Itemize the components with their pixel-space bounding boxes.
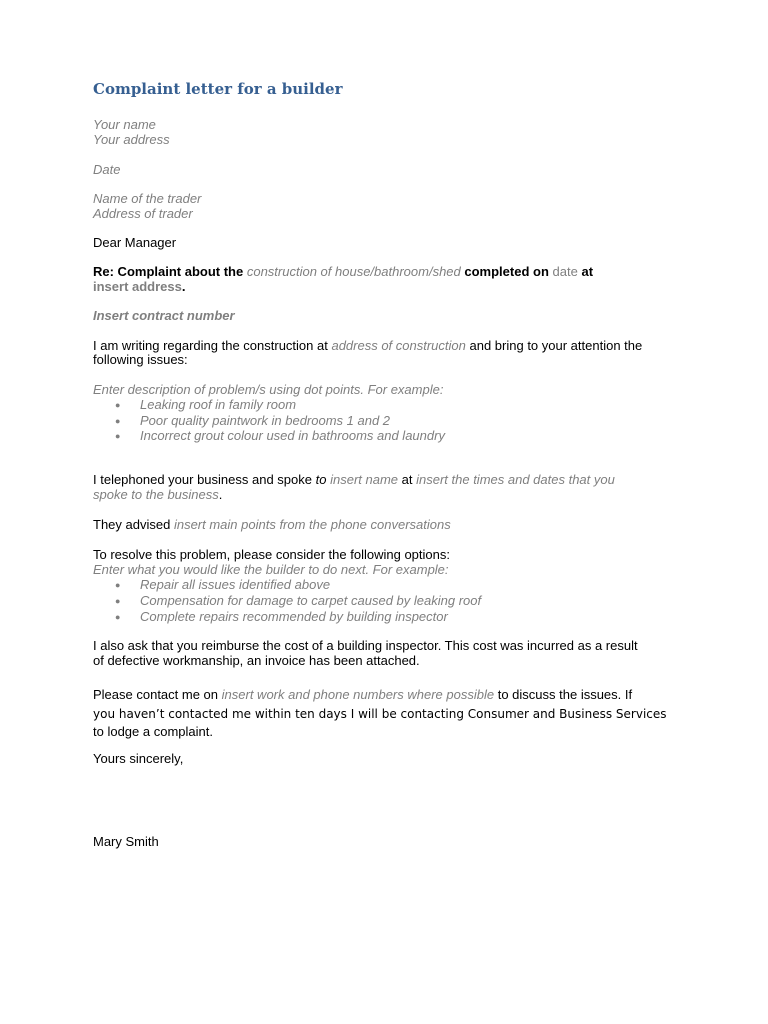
re-construction-placeholder: construction of house/bathroom/shed bbox=[246, 264, 461, 279]
times-dates-placeholder-cont: spoke to the business bbox=[93, 487, 219, 502]
bullet-icon: ● bbox=[115, 416, 121, 426]
contact-para-line-1 bbox=[93, 687, 632, 703]
bullet-icon: ● bbox=[115, 580, 121, 590]
contact-para-line-3: to lodge a complaint. bbox=[93, 724, 213, 739]
contact-name-placeholder: insert name bbox=[330, 472, 399, 487]
times-dates-placeholder: insert the times and dates that you bbox=[416, 472, 615, 487]
issue-item-text: Incorrect grout colour used in bathrooms and laundry bbox=[140, 428, 445, 443]
list-item bbox=[93, 413, 693, 429]
re-date-placeholder: date bbox=[552, 264, 578, 279]
bullet-icon: ● bbox=[115, 596, 121, 606]
letter-date: Date bbox=[93, 162, 121, 177]
bullet-icon: ● bbox=[115, 431, 121, 441]
writing-para-line-2: following issues: bbox=[93, 352, 188, 367]
construction-address-placeholder: address of construction bbox=[331, 338, 466, 353]
sender-address: Your address bbox=[93, 132, 170, 147]
contact-para-line-2: you haven’t contacted me within ten days I will be contacting Consumer and Business Services bbox=[93, 707, 667, 721]
advised-para bbox=[93, 517, 451, 533]
resolve-sub-placeholder: Enter what you would like the builder to do next. For example: bbox=[93, 562, 449, 577]
bullet-icon: ● bbox=[115, 612, 121, 622]
resolve-intro: To resolve this problem, please consider the following options: bbox=[93, 547, 450, 562]
contact-end: to discuss the issues. If bbox=[497, 687, 633, 702]
trader-name: Name of the trader bbox=[93, 191, 202, 206]
list-item bbox=[93, 593, 693, 609]
trader-address: Address of trader bbox=[93, 206, 193, 221]
phoned-para-line-1 bbox=[93, 472, 615, 488]
option-item-text: Repair all issues identified above bbox=[140, 577, 331, 592]
page-title: Complaint letter for a builder bbox=[93, 80, 343, 98]
issue-item-text: Poor quality paintwork in bedrooms 1 and 2 bbox=[140, 413, 391, 428]
re-period: . bbox=[181, 279, 186, 294]
list-item bbox=[93, 428, 693, 444]
phoned-start: I telephoned your business and spoke bbox=[93, 472, 312, 487]
option-item-text: Complete repairs recommended by building inspector bbox=[140, 609, 448, 624]
re-address-placeholder: insert address bbox=[93, 279, 182, 294]
numbers-placeholder: insert work and phone numbers where possible bbox=[221, 687, 495, 702]
salutation: Dear Manager bbox=[93, 235, 177, 250]
list-item bbox=[93, 397, 693, 413]
advised-start: They advised bbox=[93, 517, 171, 532]
writing-end: and bring to your attention the bbox=[469, 338, 643, 353]
list-item bbox=[93, 609, 693, 625]
closing: Yours sincerely, bbox=[93, 751, 184, 766]
issues-intro-placeholder: Enter description of problem/s using dot points. For example: bbox=[93, 382, 444, 397]
re-completed-on: completed on bbox=[464, 264, 549, 279]
phoned-period: . bbox=[218, 487, 223, 502]
reimburse-para-line-1: I also ask that you reimburse the cost of a building inspector. This cost was incurred as a result bbox=[93, 638, 638, 653]
option-item-text: Compensation for damage to carpet caused by leaking roof bbox=[140, 593, 482, 608]
re-at: at bbox=[581, 264, 594, 279]
bullet-icon: ● bbox=[115, 400, 121, 410]
re-line bbox=[93, 264, 593, 280]
writing-start: I am writing regarding the construction at bbox=[93, 338, 328, 353]
sender-name: Your name bbox=[93, 117, 156, 132]
phoned-to: to bbox=[315, 472, 327, 487]
re-prefix: Re: Complaint about the bbox=[93, 264, 244, 279]
contract-number-placeholder: Insert contract number bbox=[93, 308, 235, 323]
reimburse-para-line-2: of defective workmanship, an invoice has been attached. bbox=[93, 653, 420, 668]
phone-points-placeholder: insert main points from the phone conversations bbox=[173, 517, 451, 532]
re-line-2 bbox=[93, 279, 186, 295]
list-item bbox=[93, 577, 693, 593]
issue-item-text: Leaking roof in family room bbox=[140, 397, 297, 412]
contact-start: Please contact me on bbox=[93, 687, 219, 702]
signature-name: Mary Smith bbox=[93, 834, 159, 849]
phoned-at: at bbox=[401, 472, 413, 487]
phoned-para-line-2 bbox=[93, 487, 222, 503]
